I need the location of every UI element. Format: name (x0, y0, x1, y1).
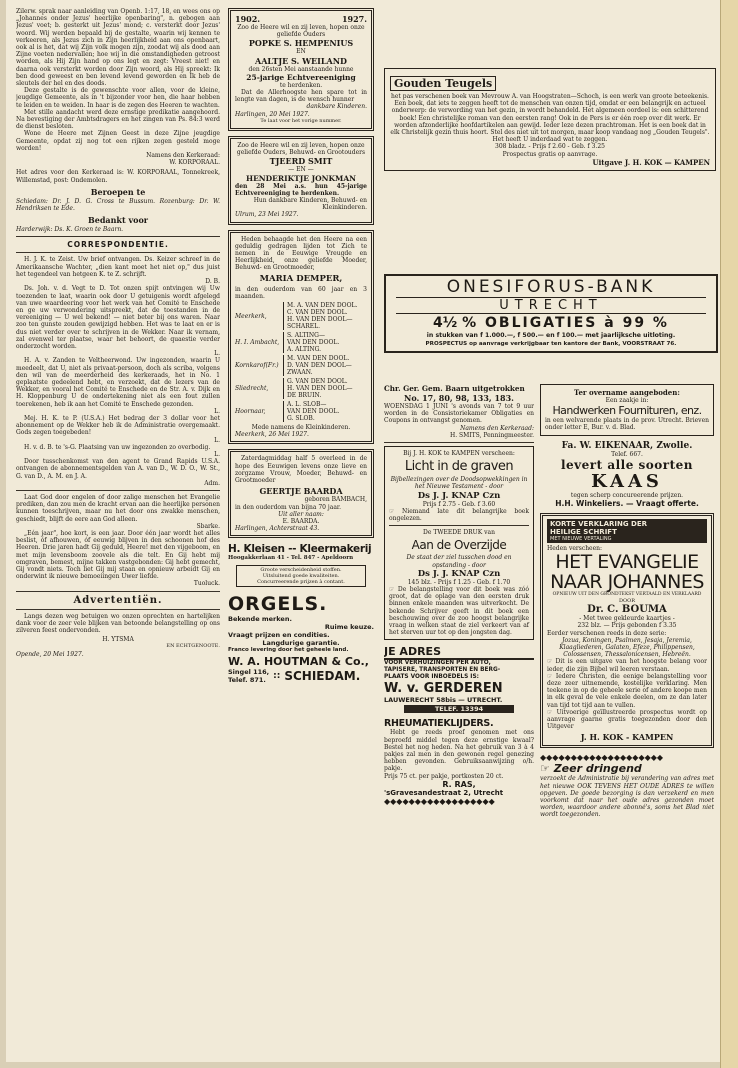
year-end: 1927. (341, 14, 367, 24)
correspondence-6: Door tusschenkomst van den agent te Grand Rapids U.S.A. ontvangen de abonnementsgelden van A. van D., W. D. O., W. St., G. van D., A. M. en J. A. (16, 458, 220, 480)
evangelie-title-2: NAAR JOHANNES (550, 571, 704, 594)
family-member: G. SLOB. (287, 415, 315, 423)
evangelie-note-3 (547, 709, 707, 731)
rheumatiek-price: Prijs 75 ct. per pakje, portkosten 20 ct. (384, 772, 504, 780)
book-subtitle: Bijbellezingen over de Doodsopwekkingen in het Nieuwe Testament - door (390, 476, 528, 491)
series-header (547, 519, 707, 543)
deceased-name: MARIA DEMPER, (259, 273, 343, 284)
divider (16, 591, 220, 592)
kaas-line-2: tegen scherp concureerende prijzen. (570, 491, 684, 499)
orgels-company: W. A. HOUTMAN & Co., (228, 654, 369, 668)
pointing-hand-icon: ☞ (540, 762, 554, 776)
je-adres-heading: JE ADRES (384, 645, 534, 660)
divider (16, 236, 220, 237)
je-adres-company: W. v. GERDEREN (384, 681, 503, 697)
evangelie-johannes-ad (540, 513, 714, 748)
notice-text: Zoo de Heere wil en zij leven, hopen onze geliefde Ouders, Behuwd- en Grootouders (236, 142, 366, 157)
sermon-p2: Deze gestalte is de gewenschte voor allen, voor de kleine, jeugdige Gemeente, als in 't bijzonder voor hen, die haar hebben te leiden en te weiden. In haar is de zegen des Heeren te wachten. (16, 87, 220, 109)
gouden-teugels-price: 308 bladz. - Prijs f 2.60 - Geb. f 3.25 (495, 143, 605, 151)
evangelie-maps: - Met twee gekleurde kaartjes - (579, 615, 675, 623)
je-adres-address: LAUWERECHT 58bis — UTRECHT. (384, 696, 503, 705)
divider (384, 442, 534, 443)
family-place: Sliedrecht, (235, 385, 269, 393)
publisher-note: Bij J. H. KOK te KAMPEN verscheen: (403, 450, 515, 458)
en-label: EN (296, 48, 306, 56)
family-member: C. VAN DEN DOOL. (287, 309, 348, 317)
divider (16, 252, 220, 253)
je-adres-line-2: TAPISERE, TRANSPORTEN EN BERG- (384, 667, 501, 674)
maiden-name: geboren BAMBACH, (304, 496, 367, 504)
overname-business: Handwerken Fournituren, enz. (552, 404, 702, 418)
thanks-ad-place: Opende, 20 Mei 1927. (16, 650, 84, 658)
notice-place: Harlingen, Achterstraat 43. (235, 525, 320, 533)
family-member: SCHAREL. (287, 323, 321, 331)
evangelie-author: Dr. C. BOUMA (587, 604, 667, 616)
bank-city: UTRECHT (396, 297, 706, 314)
orgels-line-3: Vraagt prijzen en condities. (228, 630, 330, 639)
evangelie-door: DOOR (619, 598, 635, 605)
quote-1: Laat God door engelen of door zalige menschen het Evangelie prediken, dan zou men de kracht ervan aan die heerlijke personen kunnen toeschrijven, maar nu het door ons zwakke menschen, geschiedt, blijft de eere aan God alleen. (16, 493, 220, 523)
bedankt-heading: Bedankt voor (87, 215, 148, 226)
correspondence-1: H. J. K. te Zeist. Uw brief ontvangen. Ds. Keizer schreef in de Amerikaansche Wachter, „dien kant moet het niet op," dus juist het tegendeel van hetgeen K. te Z. schrijft. (16, 256, 220, 278)
evangelie-note-1 (547, 658, 707, 672)
series-title-1: KORTE VERKLARING DER (550, 520, 648, 529)
family-member: ZWAAN. (287, 369, 313, 377)
offer-line-2: Uitsluitend goede kwaliteiten. (262, 572, 340, 579)
je-adres-line-3: PLAATS VOOR INBOEDELS IS: (384, 674, 479, 681)
bank-name: ONESIFORUS-BANK (446, 277, 656, 297)
family-member: VAN DEN DOOL. (287, 339, 340, 347)
book-author: Ds J. J. KNAP Czn (417, 490, 501, 501)
pointing-hand-icon: ☞ (389, 507, 403, 515)
tailor-address: Hoogakkerlaan 41 - Tel. 847 - Apeldoorn (228, 555, 354, 562)
thanks-ad-name2: EN ECHTGENOOTE. (166, 643, 220, 650)
family-place: H. I. Ambacht, (235, 339, 280, 347)
tailor-offer-box (236, 565, 366, 587)
anniversary-notice-hempenius (228, 8, 374, 131)
overname-heading: Ter overname aangeboden: (574, 388, 680, 397)
divider (389, 525, 529, 526)
thanks-ad-text: Langs dezen weg betuigen wo onzen oprechten en hartelijken dank voor de zeer vele blijken van betoonde belangstelling op ons zilveren feest ondervonden. (16, 612, 220, 635)
evangelie-note-2 (547, 673, 707, 709)
kaas-phone: Telef. 667. (611, 450, 643, 458)
pointing-hand-icon: ☞ (547, 672, 556, 680)
correspondence-2: Ds. Joh. v. d. Vegt te D. Tot onzen spijt ontvingen wij Uw toezenden te laat, waarin ook door U getuigenis wordt afgelegd van uwe waardeering voor het werk van het Comité te Enschede en ge uw verwondering uitspreekt, dat de toestanden in de vereeniging — U wel bekend! — niet beter bij ons waren. Naar zoo ten gunste zouden gewijzigd hebben. Het was te laat en er is dus niet verder over te schrijven in de Wekker. Naar ik vernam, zal evenwel ter plaatse, waar het behoort, de quaestie verder onderzocht worden. (16, 285, 220, 350)
evangelie-note-1-text: Dit is een uitgave van het hoogste belang voor ieder, die zijn Bijbel wil leeren verstaan. (547, 658, 707, 673)
book2-subtitle: De staat der ziel tusschen dood en opstanding - door (406, 554, 512, 569)
quote-1-author: Sbarke. (196, 522, 220, 530)
kaas-big: KAAS (591, 470, 663, 492)
gouden-teugels-prospectus: Prospectus gratis op aanvrage. (502, 150, 598, 158)
rheumatiek-address: 'sGravesandestraat 2, Utrecht (384, 788, 504, 797)
drawing-sign-2: H. SMITS, Penningmeester. (449, 431, 534, 439)
book2-title: Aan de Overzijde (411, 538, 507, 553)
series-title-3: MET NIEUWE VERTALING (550, 536, 612, 543)
book-price: Prijs f 2.75 - Geb. f 3.60 (422, 500, 496, 508)
divider (16, 490, 220, 491)
drawing-numbers: No. 17, 80, 98, 133, 183. (404, 393, 514, 403)
newspaper-page (6, 0, 720, 1062)
late-note: Te laat voor het vorige nummer. (260, 117, 342, 124)
jubilee-title: 25-jarige Echtvereeniging (246, 72, 356, 82)
sign-line: Namens den Kerkeraad: (146, 152, 220, 160)
kleisen-ad (228, 543, 374, 586)
family-group (235, 302, 367, 330)
offer-line-3: Concurreerende prijzen à contant. (257, 578, 345, 585)
gouden-teugels-title: Gouden Teugels (390, 76, 496, 91)
correspondentie-heading: CORRESPONDENTIE. (67, 240, 169, 250)
en-label: — EN — (288, 166, 314, 174)
drawing-text: WOENSDAG 1 JUNI 's avonds van 7 tot 9 uur worden in de Consistoriekamer Obligaties en Coupons in ontvangst genomen. (384, 403, 534, 425)
evangelie-note-2-text: Iedere Christen, die eenige belangstelling voor deze zeer uitnemende, kostelijke verklaring. Men teekene in op de geheele serie of andere koope men in elk geval de vele enkele deelen, om ze dan later van tijd tot tijd aan te vullen. (547, 672, 707, 709)
pointing-hand-icon: ☞ (547, 658, 556, 666)
evangelie-price: 232 blz. — Prijs gebonden f 3.35 (577, 622, 677, 630)
zeer-dringend-heading (540, 762, 714, 775)
notice-place: Ulrum, 23 Mei 1927. (235, 211, 299, 219)
sign-name: W. KORPORAAL. (169, 159, 220, 167)
correspondence-5-sign: L. (214, 450, 220, 458)
orgels-address-2: Telef. 871. (228, 675, 266, 684)
bonds-line (386, 315, 716, 332)
family-names (283, 401, 367, 422)
family-names (283, 355, 367, 376)
notice-text-2: den 26sten Mei aanstaande hunne (248, 65, 354, 73)
je-adres-phone: TELEF. 13394 (404, 705, 514, 713)
rheumatiek-text: Hebt ge reeds proef genomen met ons beproefd middel tegen deze ernstige kwaal? Bestel het nog heden. Na het gebruik van 3 à 4 pakjes zal men in den gewonen regel genezing hebben gevonden. Gebruiksaanwijzing o/h. pakje. (384, 729, 534, 773)
book2-author: Ds J. J. KNAP Czn (417, 568, 501, 579)
quote-2-author: Tuoluck. (193, 580, 220, 588)
husband-name: TJEERD SMIT (269, 156, 333, 167)
bond-denominations: in stukken van f 1.000.—, f 500.— en f 100.— met jaarlijksche uitloting. (426, 332, 676, 339)
series-title-2: HEILIGE SCHRIFT (550, 528, 617, 537)
je-adres-ad (384, 645, 534, 713)
book2-price: 145 blz. - Prijs f 1.25 - Geb. f 1.70 (407, 578, 511, 586)
evangelie-publisher: J. H. KOK - KAMPEN (580, 732, 674, 743)
deceased-name: GEERTJE BAARDA (259, 486, 343, 497)
evangelie-series-intro: Eerder verschenen reeds in deze serie: (547, 629, 667, 637)
family-names (283, 378, 367, 399)
je-adres-line-1: VOOR VERHUIZINGEN PER AUTO, (384, 660, 491, 667)
evangelie-subtitle: OPNIEUW UIT DEN GRONDTEKST VERTAALD EN VERKLAARD (552, 592, 702, 598)
ter-overname-ad (540, 384, 714, 436)
notice-text-3: Mede namens de Kleinkinderen. (251, 424, 351, 432)
family-member: D. VAN DEN DOOL— (287, 362, 352, 370)
orgels-line-2: Ruime keuze. (324, 622, 374, 631)
zeer-dringend-text: verzoekt de Administratie bij verandering van adres met het nieuwe OOK TEVENS HET OUDE ADRES te willen opgeven. De goede bezorging is dan verzekerd en men voorkomt dat naar het oude adres gezonden moet worden, waardoor andere abonné's, soms het Blad niet wordt toegezonden. (540, 775, 714, 819)
family-member: H. VAN DEN DOOL— (287, 316, 353, 324)
pointing-hand-icon: ☞ (389, 586, 398, 594)
family-group (235, 332, 367, 353)
page-edge (720, 0, 738, 1068)
gouden-teugels-text: het pas verschenen boek van Mevrouw A. van Hoogstraten—Schoch, is een werk van groote beteekenis. Een boek, dat iets te zeggen heeft tot de menschen van onzen tijd, omdat er een belangrijk en actueel onderwerp: de verwording van het gezin, in wordt behandeld. Het algemeen oordeel is: een schitterend boek! Een christelijke roman van den eersten rang! Ook in de Pers is er één roep over dit werk. Er worden afzonderlijke hoofdartikelen aan gewijd. Ieder leze dezen prachtroman. Het is een boek dat in elk Christelijk gezin thuis hoort. Stel des niet uit tot morgen, maar koop vandaag nog „Gouden Teugels". Het heeft U inderdaad wat te zeggen. (390, 93, 710, 144)
column-3 (384, 384, 534, 806)
bond-offer: OBLIGATIES à 99 % (485, 315, 669, 331)
zeer-dringend-title: Zeer dringend (553, 762, 642, 776)
death-notice-baarda (228, 449, 374, 538)
family-group (235, 378, 367, 399)
correspondence-3-sign: L. (214, 407, 220, 415)
family-member: DE BRUIN. (287, 392, 322, 400)
sermon-p4: Wone de Heere met Zijnen Geest in deze Zijne jeugdige Gemeente, opdat zij nog tot een rijken zegen gesteld moge worden! (16, 130, 220, 152)
drawing-sign-1: Namens den Kerkeraad: (460, 424, 534, 432)
children-signature: Hun dankbare Kinderen, Behuwd- en Kleinkinderen. (253, 197, 367, 212)
thanks-ad-name: H. YTSMA (102, 636, 134, 644)
family-place: Hoornaar, (235, 408, 266, 416)
sermon-text: Zilerw. sprak naar aanleiding van Openb. 1:17, 18, en wees ons op „Johannes onder Jezus' heerlijke openbaring", n. gebogen aan Jezus' voet; b. gesterkt uit Jezus' mond; c. versterkt door Jezus' woord. Wij werden bepaald bij de gestalte, waarin wij kennen te verkeeren, als Jezus zich in Zijn heerlijkheid aan ons openbaart, ook al is het, dat wij Zijn volk mogen zijn, zoodat wij als dood aan Zijne voeten nedervallen; hoe wij in die omstandigheden getroost worden, als Hij Zijn hand op ons legt en zegt: Vreest niet! en daarna ook versterkt worden door Zijn woord, als Hij spreekt: Ik ben dood geweest en ben levend levend geworden en Ik heb de sleutels der hel en des doods. (16, 8, 220, 88)
column-4 (540, 384, 714, 819)
advertenties-heading: Advertentiën. (73, 594, 163, 606)
kaas-line-3: H.H. Winkeliers. — Vraagt offerte. (555, 499, 699, 509)
family-group (235, 355, 367, 376)
book-note-text: Niemand late dit belangrijke boek ongelezen. (389, 507, 529, 523)
column-1 (16, 8, 220, 658)
bond-interest: 4½ % (433, 315, 477, 331)
rheumatiek-ad (384, 718, 534, 805)
years-row (235, 14, 367, 24)
overname-text-1: Een zaakje in: (605, 397, 649, 404)
correspondence-5: H. v. d. B. te 's-G. Plaatsing van uw ingezonden zo overbodig. (24, 443, 211, 451)
anniversary-notice-smit (228, 136, 374, 225)
gouden-teugels-box (384, 68, 716, 171)
onesiforus-bank-ad (384, 274, 718, 353)
correspondence-6-sign: Adm. (204, 479, 220, 487)
kaas-company: Fa. W. EIKENAAR, Zwolle. (561, 440, 693, 451)
orgels-address-1: Singel 116, (228, 667, 270, 676)
correspondence-1-sign: D. B. (205, 278, 220, 286)
notice-text-3: Uit aller naam: (278, 510, 324, 518)
family-member: A. L. SLOB— (287, 401, 327, 409)
wife-name: AALTJE S. WEILAND (255, 55, 347, 66)
family-list (235, 302, 367, 422)
diamond-border: ◆◆◆◆◆◆◆◆◆◆◆◆◆◆◆◆◆◆ (384, 796, 495, 806)
second-print-note: De TWEEDE DRUK van (423, 529, 495, 537)
correspondence-3: H. A. v. Zanden te Veltheerwond. Uw ingezonden, waarin U meedeelt, dat U, niet als privaat-persoon, doch als scriba, volgens den wil van de meerderheid des kerkeraads, het in No. 1 geplaatste gedeelend hebt, en verzoekt, dat de lezers van de Wekker, en vooral het Comité te Enschede en de Str. A. v. Dijk en H. Kloppenburg U de ondertekening niet als een fout zullen toerekenen, heb ik aan het Comité te Enschede gezonden. (16, 357, 220, 408)
orgels-line-5: Franco levering door het geheele land. (228, 646, 349, 653)
book2-text-body: De belangstelling voor dit boek was zóó groot, dat de oplage van den eersten druk binnen enkele maanden was uitverkocht. De bekende Schrijver geeft in dit boek een beschouwing over de zoo hoogst belangrijke vraag in welken staat de ziel verkeert van af het sterven uur tot op den jongsten dag. (389, 586, 529, 637)
column-2 (228, 8, 374, 684)
family-member: A. ALTING. (287, 346, 322, 354)
diamond-border: ◆◆◆◆◆◆◆◆◆◆◆◆◆◆◆◆◆◆◆◆ (540, 753, 664, 763)
address-note: Het adres voor den Kerkeraad is: W. KORPORAAL, Tonnekreek, Willemstad, post: Ondemolen. (16, 169, 220, 184)
divider (16, 609, 220, 610)
wife-name: HENDERIKTJE JONKMAN (245, 173, 357, 183)
family-member: M. A. VAN DEN DOOL. (287, 302, 358, 310)
orgels-line-4: Langdurige garantie. (262, 638, 340, 647)
book-title: Licht in de graven (404, 459, 514, 475)
kaas-line-1: levert alle soorten (560, 457, 694, 472)
family-place: Meerkerk, (235, 312, 267, 320)
notice-text-4: Dat de Allerhoogste hen spare tot in lengte van dagen, is de wensch hunner (235, 89, 367, 104)
correspondence-4-sign: L. (214, 436, 220, 444)
zeer-dringend-notice (540, 753, 714, 818)
evangelie-intro: Heden verscheen: (547, 545, 603, 553)
signer-name: E. BAARDA. (282, 517, 320, 525)
family-place: Kornkarof(Fr.) (235, 362, 279, 370)
family-member: M. VAN DEN DOOL. (287, 355, 350, 363)
orgels-ad (228, 593, 374, 684)
book-note (389, 508, 529, 522)
children-signature: dankbare Kinderen. (306, 103, 367, 111)
year-start: 1902. (235, 14, 261, 24)
overname-text-2: in een welvarende plaats in de prov. Utrecht. Brieven onder letter E, Bur. v. d. Blad. (545, 417, 709, 432)
notice-text: Heden behaagde het den Heere na een geduldig gedragen lijden tot Zich te nemen in de Eeuwige Vreugde en Heerlijkheid, onze geliefde Moeder, Behuwd- en Grootmoeder, (235, 235, 367, 272)
correspondence-2-sign: L. (214, 350, 220, 358)
beroepen-heading: Beroepen te (90, 186, 146, 197)
family-member: S. ALTING— (287, 332, 325, 340)
family-member: VAN DEN DOOL. (287, 408, 340, 416)
rheumatiek-name: R. RAS, (442, 779, 476, 789)
notice-place: Meerkerk, 26 Mei 1927. (235, 431, 309, 439)
notice-place: Harlingen, 20 Mei 1927. (235, 110, 310, 118)
correspondence-4: Mej. H. K. te P. (U.S.A.) Het bedrag der 3 dollar voor het abonnement op de Wekker heb ik de Administratie overgemaakt. Gods zegen toegebeden! (16, 414, 220, 437)
kaas-ad (540, 441, 714, 508)
quote-2: „Eén jaar", hoe kort, is een jaar. Door één jaar wordt het alles beslist, óf afhouwen, óf eeuwig blijven in den schoonen hof des Heeren. Drie jaren hadt Gij geduld, Heere! met den vijgeboom, en met mijn levensboom zoovele als die telt. En Gij hebt mij omgraven, bemest, mijne takken vastgebonden: Gij hebt gemecht, Gij vondt niets. Toch liet Gij mij staan en opnieuw arbeidt Gij en onderwint ik nieuwe bemoeiingen Uwer liefde. (16, 530, 220, 581)
notice-text-2: den 28 Mei a.s. hun 45-jarige Echtvereeniging te herdenken. (235, 182, 367, 197)
beroepen-text: Schiedam: Dr. J. D. G. Cross te Bussum. Rozenburg: Dr. W. Hendriksen te Ede. (16, 197, 220, 213)
notice-text: Zoo de Heere wil en zij leven, hopen onze geliefde Ouders (237, 24, 365, 39)
notice-text-2: in den ouderdom van bijna 70 jaar. (235, 503, 342, 511)
licht-in-de-graven-ad (384, 446, 534, 640)
orgels-city: SCHIEDAM. (284, 668, 361, 683)
orgels-heading: ORGELS. (228, 592, 328, 615)
rheumatiek-heading: RHEUMATIEKLIJDERS. (384, 718, 494, 730)
bond-prospectus: PROSPECTUS op aanvrage verkrijgbaar ten kantore der Bank, VOORSTRAAT 76. (425, 341, 677, 347)
pointing-hand-icon: ☞ (547, 708, 557, 716)
notice-text-3: te herdenken. (279, 81, 323, 89)
death-notice-demper (228, 230, 374, 445)
family-group (235, 401, 367, 422)
sermon-p3: Met stille aandacht werd deze ernstige predikatie aangehoord. Na bevestiging der Ambtsdragers en het zingen van Ps. 84:3 werd de dienst besloten. (16, 108, 220, 131)
evangelie-title-1: HET EVANGELIE (555, 551, 699, 574)
evangelie-series-list: Jozua, Koningen, Psalmen, Jesaja, Jeremia, Klaagliederen, Galaten, Efeze, Philippensen, Colossensen, Thessalonicensen, Hebreën. (559, 636, 695, 659)
orgels-line-1: Bekende merken. (228, 614, 292, 623)
notice-text-2: in den ouderdom van 60 jaar en 3 maanden. (235, 285, 367, 300)
evangelie-note-3-text: Uitvoerige geïllustreerde prospectus wordt op aanvrage gaarne gratis toegezonden door den Uitgever (547, 708, 707, 731)
husband-name: POPKE S. HEMPENIUS (248, 38, 354, 49)
gouden-teugels-publisher: Uitgave J. H. KOK — KAMPEN (592, 157, 710, 167)
drawing-heading: Chr. Ger. Gem. Baarn uitgetrokken (384, 384, 525, 393)
family-member: H. VAN DEN DOOL— (287, 385, 353, 393)
notice-text: Zaterdagmiddag half 5 overleed in de hope des Eeuwigen levens onze lieve en zorgzame Vrouw, Moeder, Behuwd- en Grootmoeder (235, 455, 367, 485)
offer-line-1: Groote verscheidenheid stoffen. (260, 566, 342, 573)
book2-text (389, 586, 529, 636)
bedankt-text: Harderwijk: Ds. K. Groen te Baarn. (16, 226, 124, 234)
tailor-name: H. Kleisen -- Kleermakerij (228, 543, 372, 556)
family-member: G. VAN DEN DOOL. (287, 378, 348, 386)
family-names (283, 302, 367, 330)
family-names (283, 332, 367, 353)
orgels-separator: :: (273, 670, 281, 681)
